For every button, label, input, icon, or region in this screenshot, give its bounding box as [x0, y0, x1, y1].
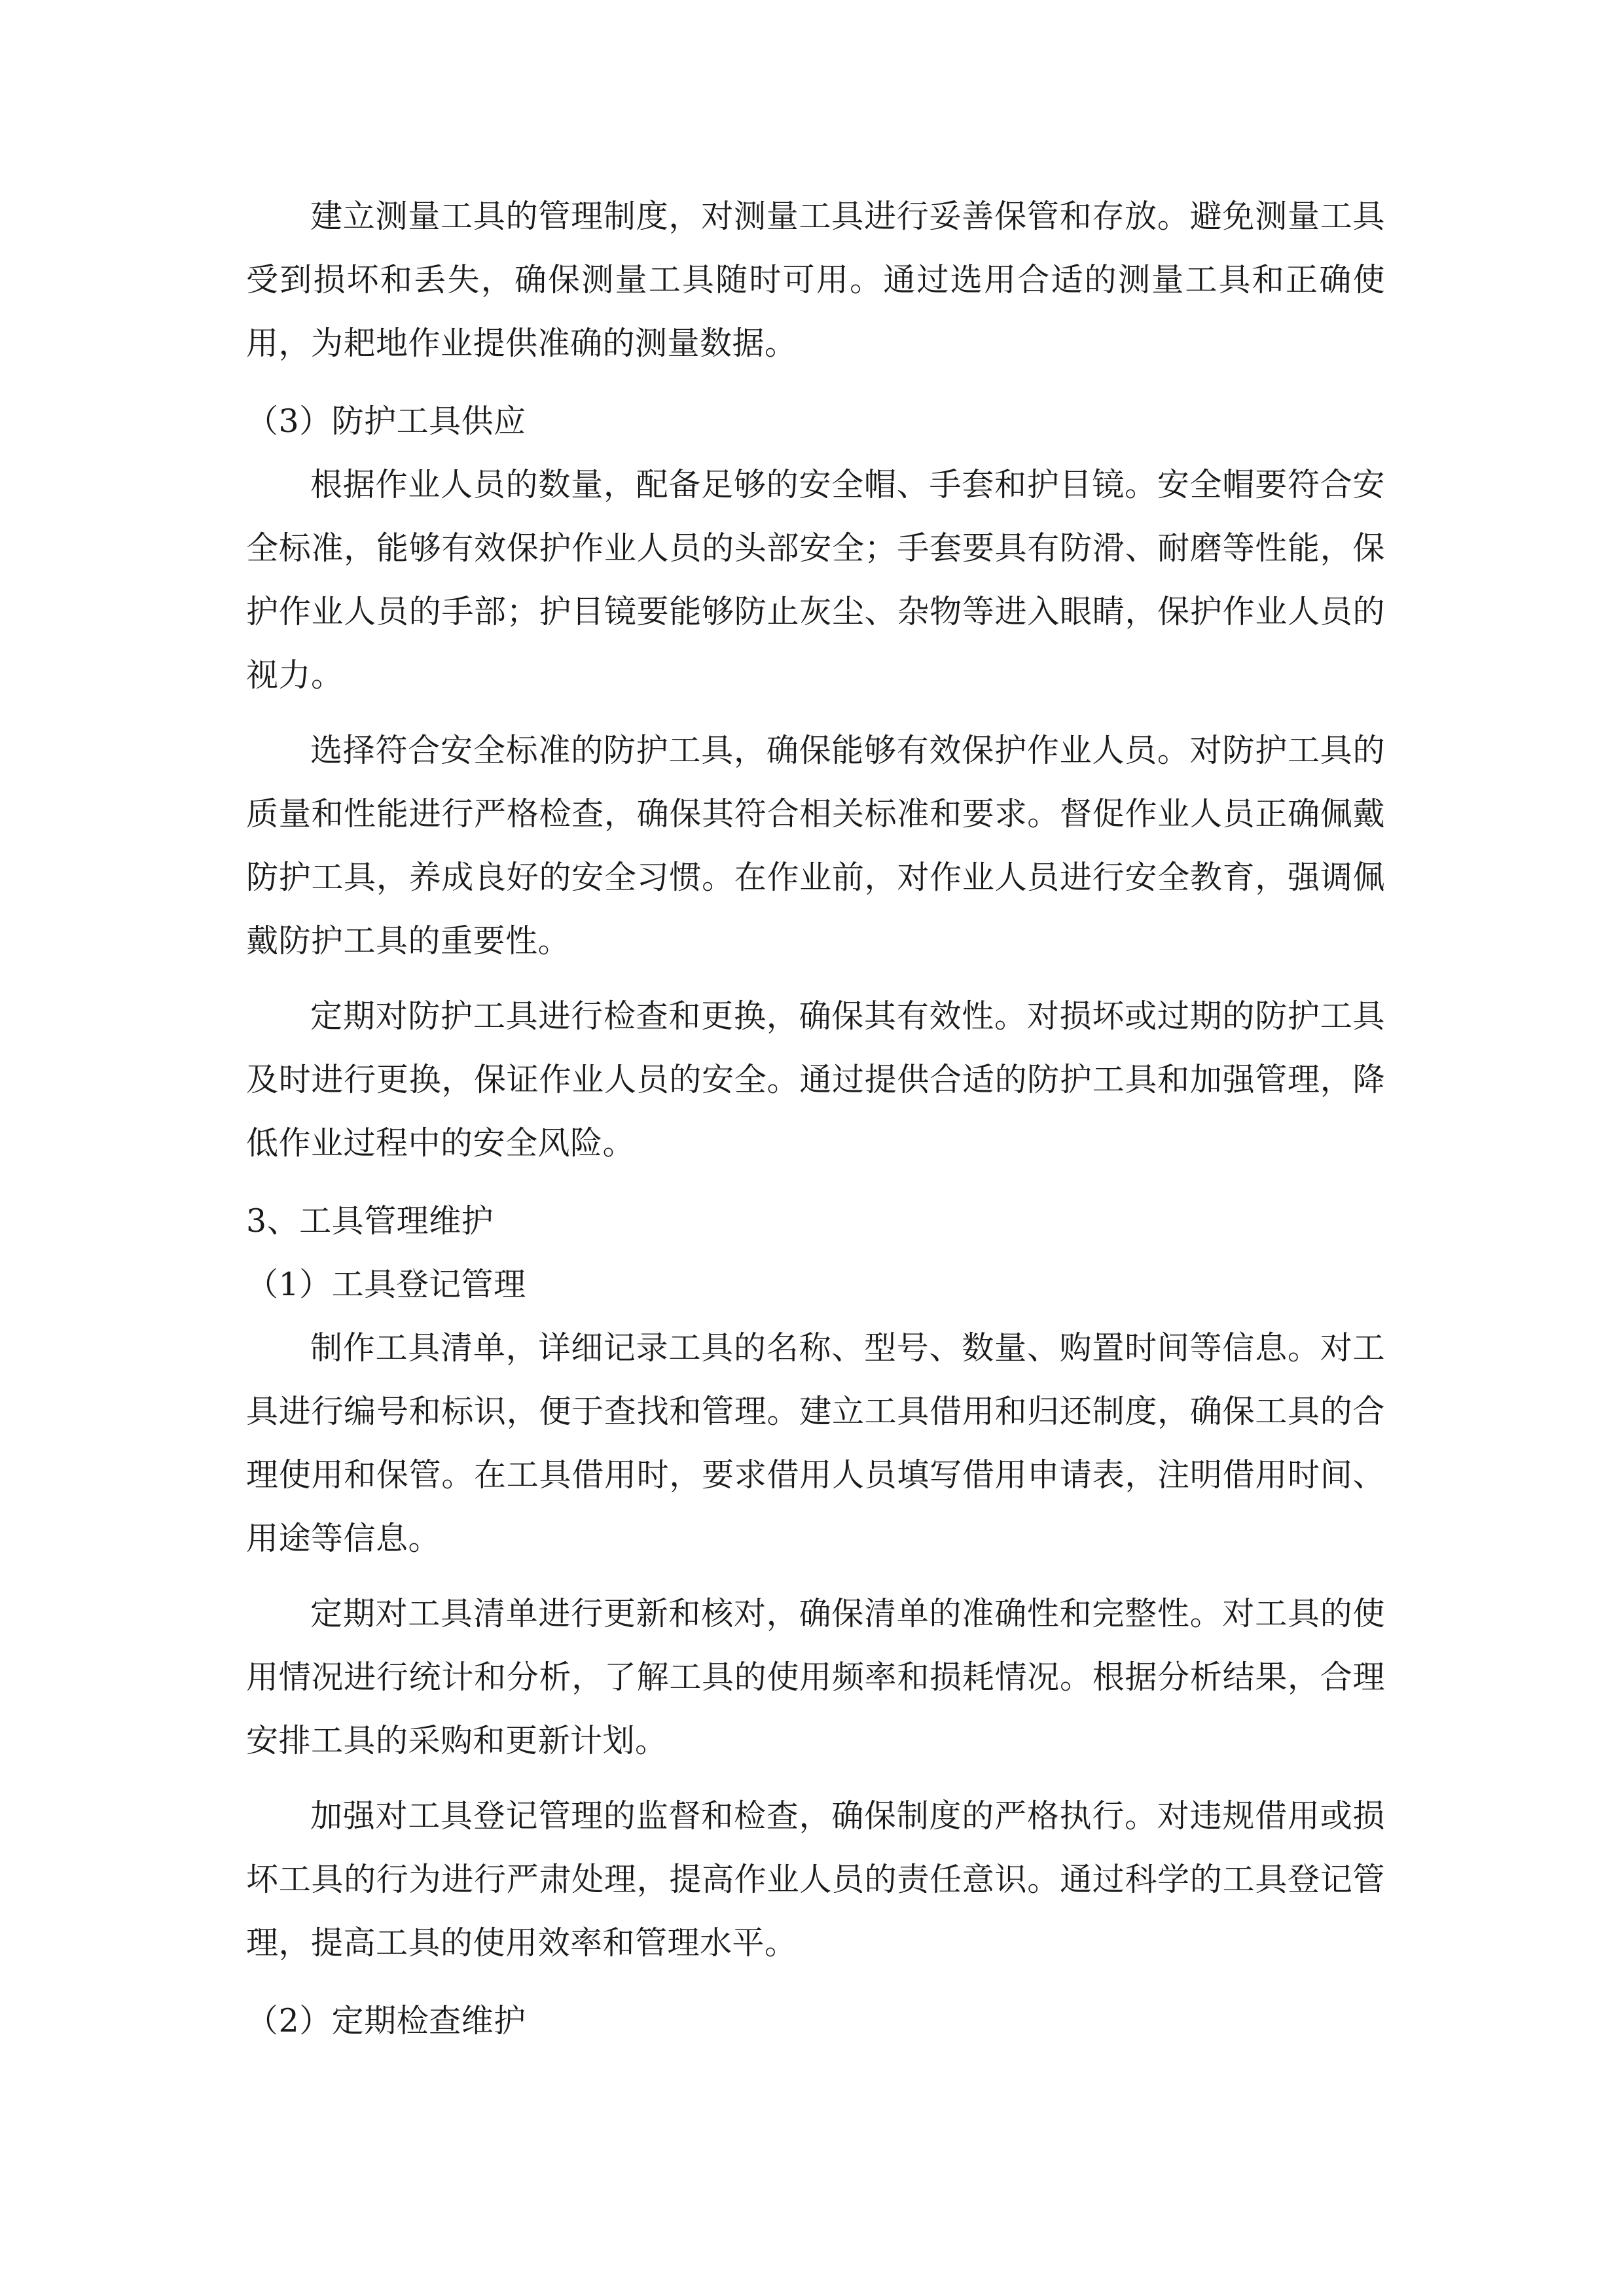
paragraph-registration-supervision: 加强对工具登记管理的监督和检查，确保制度的严格执行。对违规借用或损坏工具的行为进行严肃处理，提高作业人员的责任意识。通过科学的工具登记管理，提高工具的使用效率和管理水平。 — [246, 1797, 1385, 1962]
heading-tool-management-maintenance: 3、工具管理维护 — [246, 1202, 494, 1240]
paragraph-tool-inventory: 制作工具清单，详细记录工具的名称、型号、数量、购置时间等信息。对工具进行编号和标识，便于查找和管理。建立工具借用和归还制度，确保工具的合理使用和保管。在工具借用时，要求借用人员填写借用申请表，注明借用时间、用途等信息。 — [246, 1329, 1385, 1557]
subheading-periodic-inspection: （2）定期检查维护 — [246, 2002, 526, 2039]
subheading-tool-registration: （1）工具登记管理 — [246, 1266, 526, 1303]
subheading-protective-tools-supply: （3）防护工具供应 — [246, 403, 526, 440]
document-page — [246, 185, 1385, 2053]
paragraph-measuring-tools-management: 建立测量工具的管理制度，对测量工具进行妥善保管和存放。避免测量工具受到损坏和丢失，确保测量工具随时可用。通过选用合适的测量工具和正确使用，为耙地作业提供准确的测量数据。 — [246, 198, 1385, 362]
paragraph-protective-standards: 选择符合安全标准的防护工具，确保能够有效保护作业人员。对防护工具的质量和性能进行严格检查，确保其符合相关标准和要求。督促作业人员正确佩戴防护工具，养成良好的安全习惯。在作业前，对作业人员进行安全教育，强调佩戴防护工具的重要性。 — [246, 732, 1385, 960]
paragraph-inventory-update: 定期对工具清单进行更新和核对，确保清单的准确性和完整性。对工具的使用情况进行统计和分析，了解工具的使用频率和损耗情况。根据分析结果，合理安排工具的采购和更新计划。 — [246, 1595, 1385, 1759]
paragraph-protective-replacement: 定期对防护工具进行检查和更换，确保其有效性。对损坏或过期的防护工具及时进行更换，保证作业人员的安全。通过提供合适的防护工具和加强管理，降低作业过程中的安全风险。 — [246, 997, 1385, 1162]
paragraph-protective-equipment: 根据作业人员的数量，配备足够的安全帽、手套和护目镜。安全帽要符合安全标准，能够有效保护作业人员的头部安全；手套要具有防滑、耐磨等性能，保护作业人员的手部；护目镜要能够防止灰尘、杂物等进入眼睛，保护作业人员的视力。 — [246, 466, 1385, 694]
